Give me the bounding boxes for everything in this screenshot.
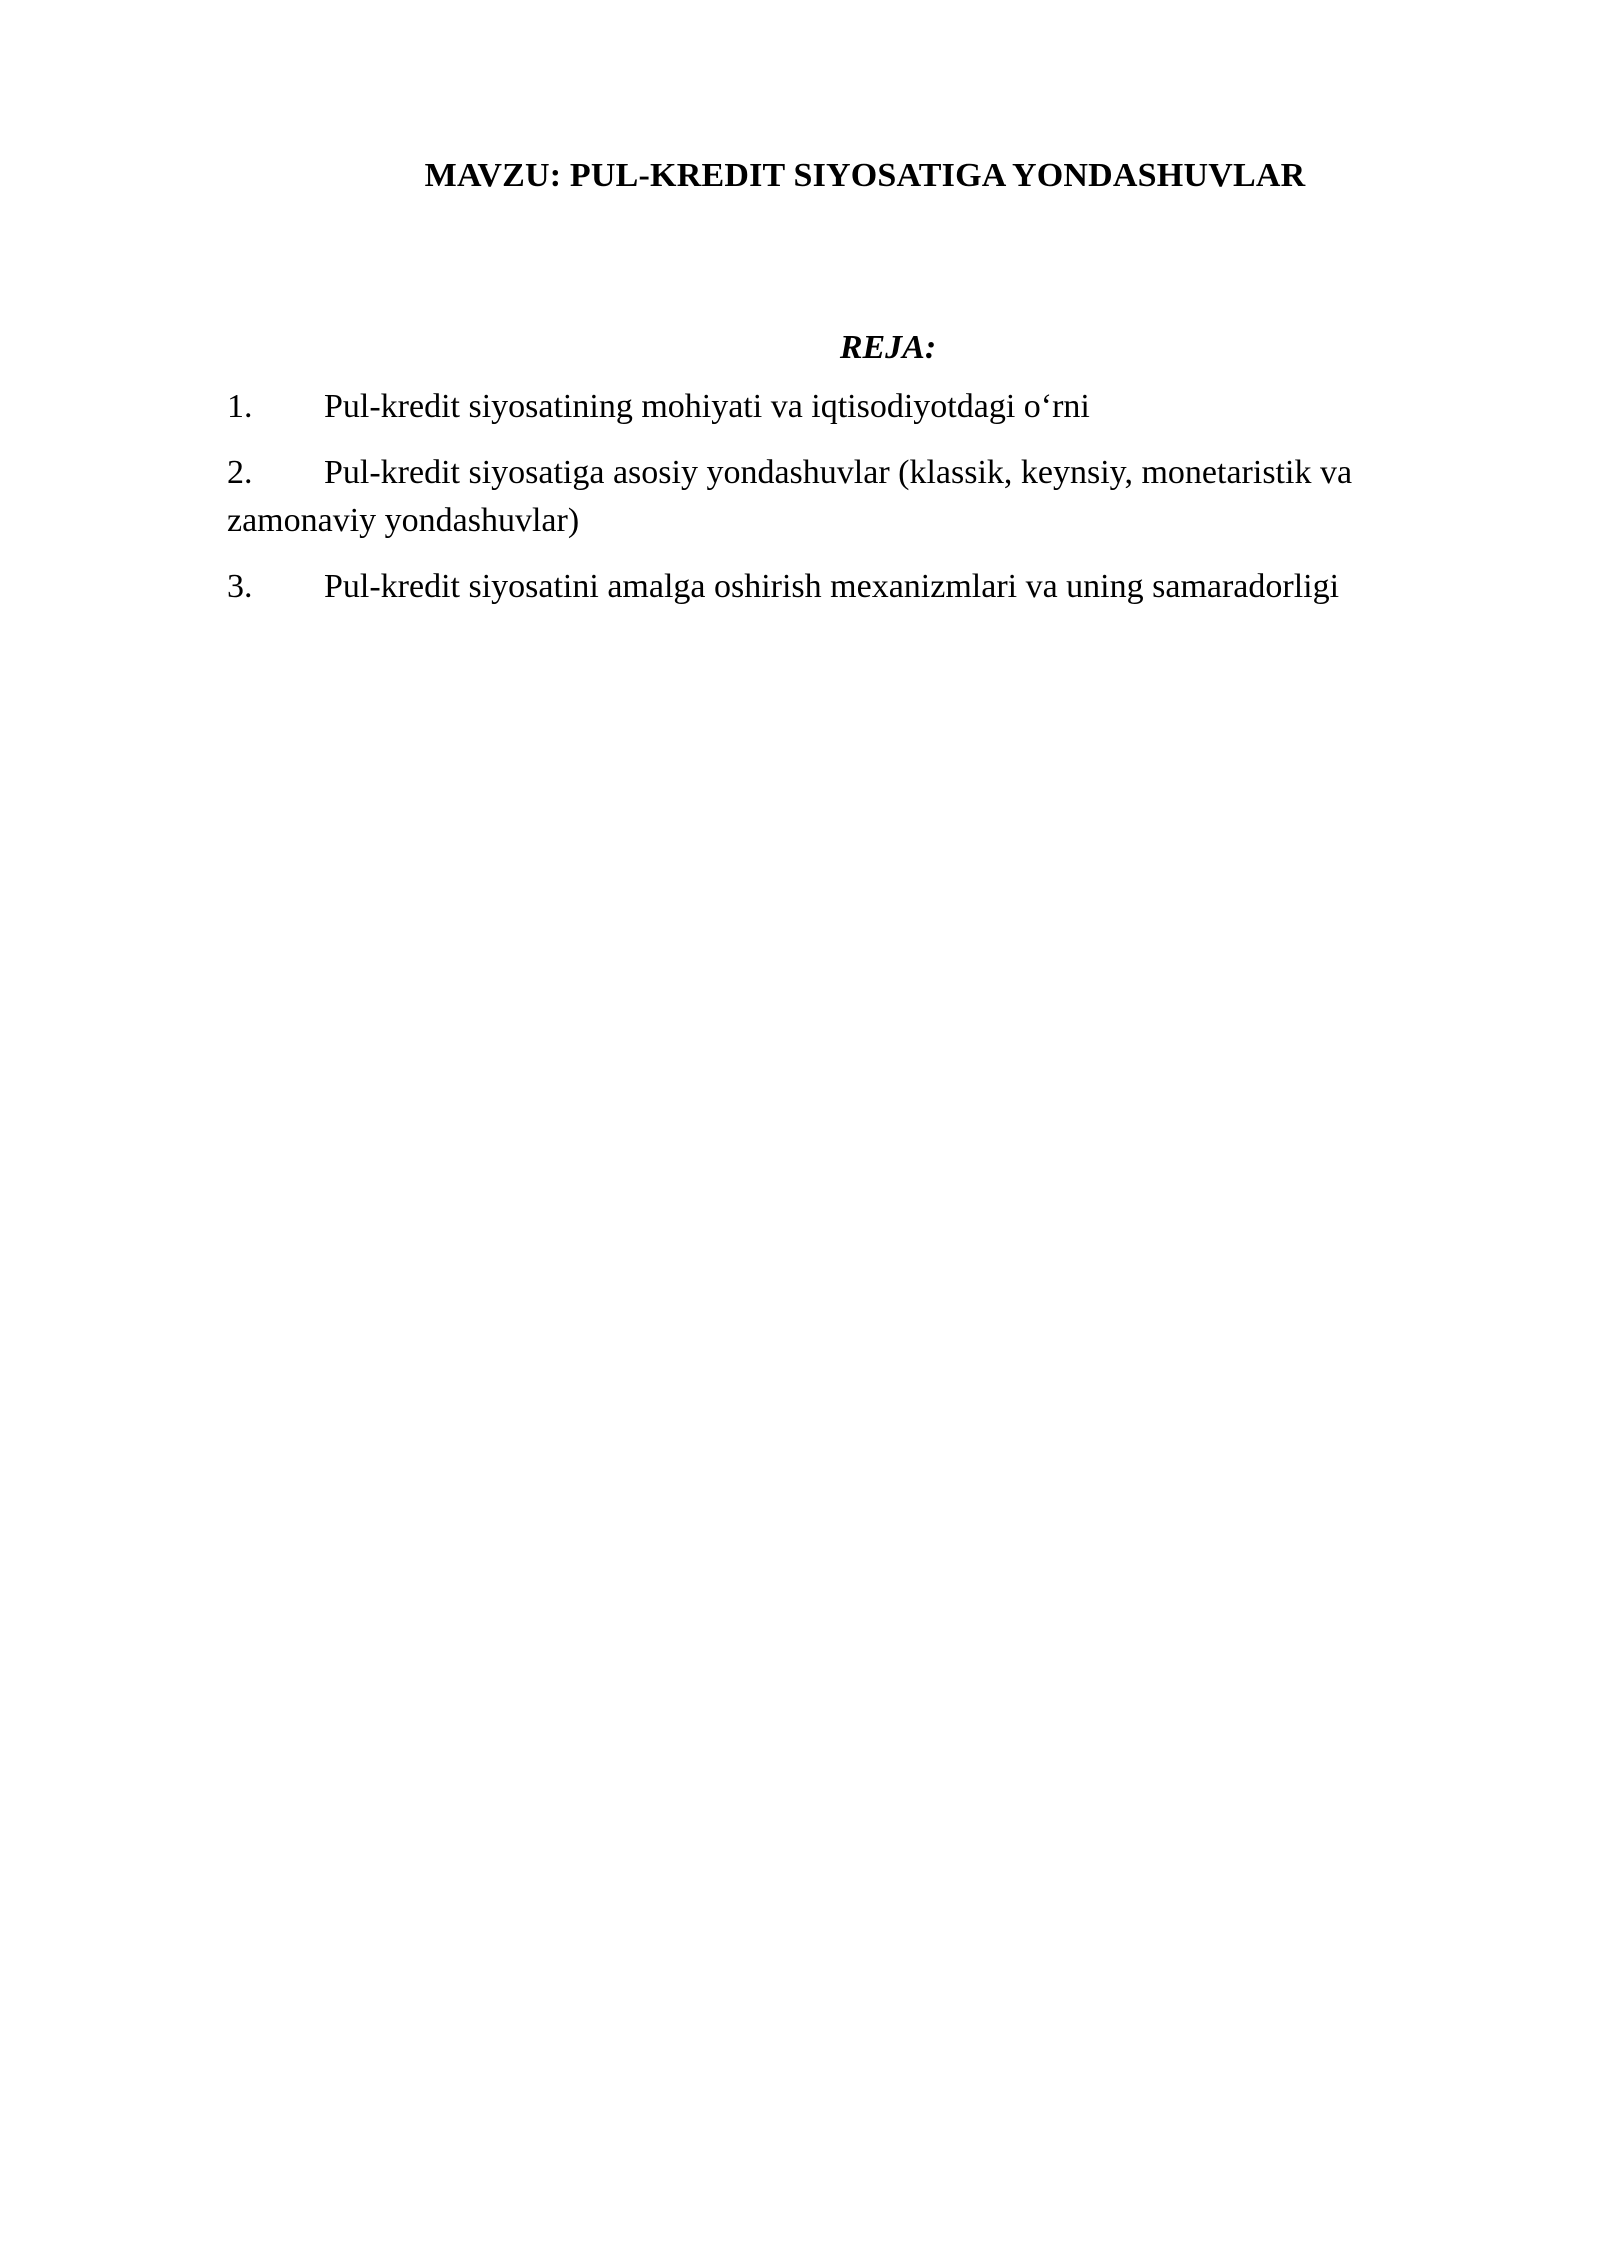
plan-heading: REJA:	[839, 329, 937, 366]
plan-item-number: 3.	[227, 568, 253, 605]
plan-item-number: 2.	[227, 454, 253, 491]
plan-item	[227, 383, 1487, 431]
plan-item-text: Pul-kredit siyosatini amalga oshirish mexanizmlari va uning samaradorligi	[324, 568, 1340, 605]
plan-list	[227, 383, 1487, 629]
plan-item	[227, 449, 1487, 545]
plan-item-text: Pul-kredit siyosatining mohiyati va iqtisodiyotdagi o‘rni	[324, 388, 1090, 425]
plan-item-number: 1.	[227, 388, 253, 425]
plan-item-text: Pul-kredit siyosatiga asosiy yondashuvlar (klassik, keynsiy, monetaristik va zamonaviy yondashuvlar)	[227, 454, 1353, 539]
document-title: MAVZU: PUL-KREDIT SIYOSATIGA YONDASHUVLAR	[424, 157, 1306, 194]
plan-item	[227, 563, 1487, 611]
